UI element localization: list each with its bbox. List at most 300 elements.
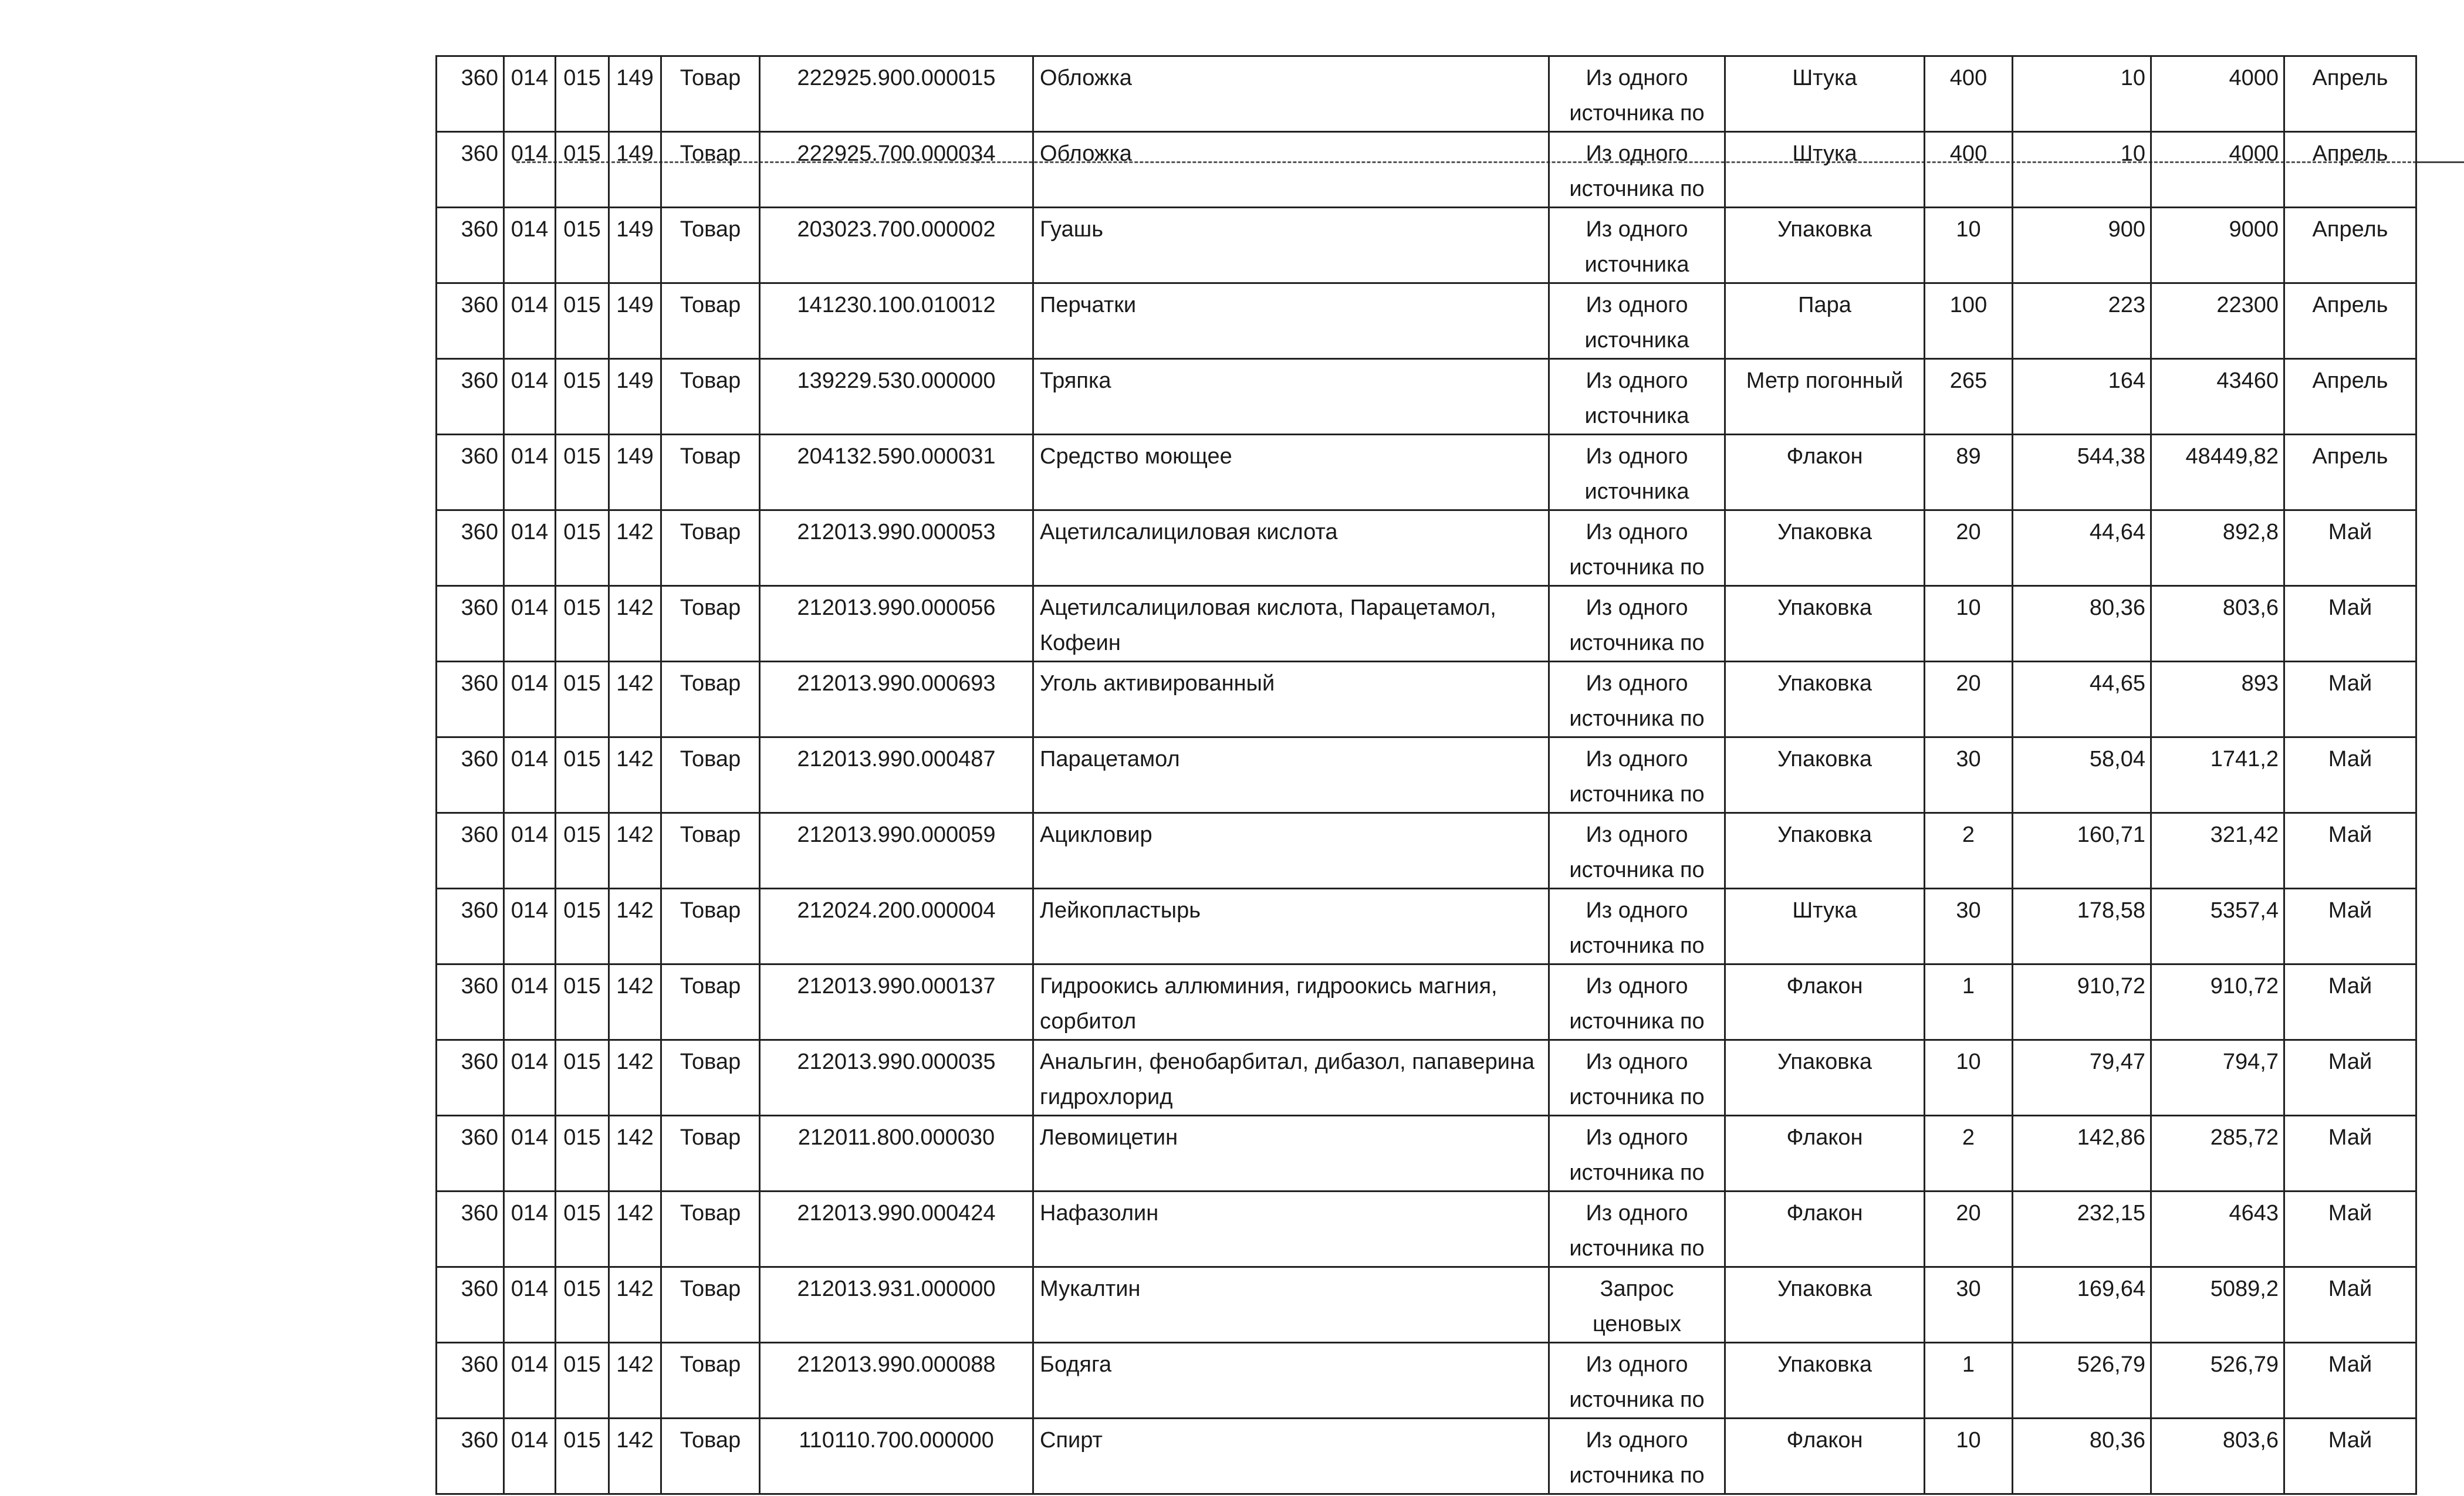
cell-text-unit: Упаковка bbox=[1777, 217, 1872, 242]
cell-text-sum: 803,6 bbox=[2222, 595, 2279, 620]
cell-item-type bbox=[661, 889, 760, 964]
cell-text-method: Из одного источника bbox=[1584, 368, 1689, 428]
cell-text-price: 169,64 bbox=[2077, 1277, 2145, 1301]
cell-program bbox=[437, 813, 504, 889]
cell-text-month: Май bbox=[2328, 520, 2372, 544]
table-row bbox=[437, 56, 2416, 132]
cell-item-name bbox=[1033, 510, 1549, 586]
cell-text-unit: Флакон bbox=[1786, 1125, 1863, 1150]
cell-text-qty: 2 bbox=[1962, 823, 1975, 847]
cell-month bbox=[2284, 283, 2416, 359]
cell-text-name: Ацетилсалициловая кислота, Парацетамол, Кофеин bbox=[1040, 595, 1496, 655]
cell-text-sum: 893 bbox=[2241, 671, 2279, 696]
cell-text-sum: 526,79 bbox=[2210, 1352, 2279, 1377]
cell-item-name bbox=[1033, 359, 1549, 435]
cell-text-price: 232,15 bbox=[2077, 1201, 2145, 1226]
cell-text-c2: 014 bbox=[511, 823, 549, 847]
cell-unit bbox=[1725, 662, 1925, 737]
table-row bbox=[437, 964, 2416, 1040]
cell-specifics-code bbox=[609, 889, 661, 964]
cell-text-c4: 142 bbox=[616, 1277, 654, 1301]
cell-text-price: 142,86 bbox=[2077, 1125, 2145, 1150]
cell-text-c3: 015 bbox=[563, 747, 601, 771]
cell-subprogram bbox=[504, 208, 556, 283]
cell-text-c1: 360 bbox=[461, 823, 498, 847]
cell-unit bbox=[1725, 813, 1925, 889]
cell-procurement-method bbox=[1549, 208, 1725, 283]
cell-subprogram bbox=[504, 1192, 556, 1267]
cell-month bbox=[2284, 208, 2416, 283]
cell-unit-price bbox=[2013, 1192, 2151, 1267]
cell-unit-price bbox=[2013, 737, 2151, 813]
cell-text-c4: 149 bbox=[616, 444, 654, 469]
cell-text-code: 110110.700.000000 bbox=[799, 1428, 994, 1453]
cell-text-sum: 285,72 bbox=[2210, 1125, 2279, 1150]
cell-unit-price bbox=[2013, 1343, 2151, 1419]
cell-item-code bbox=[760, 208, 1033, 283]
cell-text-sum: 794,7 bbox=[2222, 1050, 2279, 1074]
cell-text-c2: 014 bbox=[511, 974, 549, 999]
cell-procurement-method bbox=[1549, 132, 1725, 208]
cell-program bbox=[437, 1267, 504, 1343]
cell-specifics-code bbox=[609, 964, 661, 1040]
cell-text-unit: Упаковка bbox=[1777, 671, 1872, 696]
cell-month bbox=[2284, 889, 2416, 964]
cell-text-c4: 149 bbox=[616, 141, 654, 166]
cell-unit bbox=[1725, 586, 1925, 662]
cell-unit bbox=[1725, 510, 1925, 586]
cell-text-name: Ацикловир bbox=[1040, 823, 1152, 847]
cell-item-type bbox=[661, 56, 760, 132]
cell-total-sum bbox=[2151, 435, 2284, 510]
cell-text-c3: 015 bbox=[563, 1352, 601, 1377]
cell-program bbox=[437, 1419, 504, 1494]
cell-item-code bbox=[760, 283, 1033, 359]
cell-text-type: Товар bbox=[680, 293, 741, 317]
cell-text-c3: 015 bbox=[563, 1277, 601, 1301]
cell-text-c4: 142 bbox=[616, 671, 654, 696]
cell-text-c3: 015 bbox=[563, 368, 601, 393]
cell-specific bbox=[556, 510, 609, 586]
cell-item-code bbox=[760, 1343, 1033, 1419]
cell-text-month: Май bbox=[2328, 1050, 2372, 1074]
cell-text-method: Из одного источника по bbox=[1569, 595, 1705, 655]
cell-subprogram bbox=[504, 510, 556, 586]
cell-text-code: 141230.100.010012 bbox=[797, 293, 996, 317]
cell-text-c4: 142 bbox=[616, 823, 654, 847]
cell-subprogram bbox=[504, 1343, 556, 1419]
cell-item-code bbox=[760, 662, 1033, 737]
cell-text-method: Из одного источника bbox=[1584, 293, 1689, 353]
cell-text-c3: 015 bbox=[563, 293, 601, 317]
cell-text-code: 222925.700.000034 bbox=[797, 141, 996, 166]
cell-quantity bbox=[1925, 964, 2013, 1040]
cell-unit bbox=[1725, 1419, 1925, 1494]
cell-total-sum bbox=[2151, 208, 2284, 283]
cell-text-c1: 360 bbox=[461, 1125, 498, 1150]
cell-text-month: Май bbox=[2328, 747, 2372, 771]
table-row bbox=[437, 1419, 2416, 1494]
cell-item-name bbox=[1033, 586, 1549, 662]
cell-item-code bbox=[760, 737, 1033, 813]
cell-text-qty: 20 bbox=[1956, 520, 1981, 544]
cell-specific bbox=[556, 813, 609, 889]
cell-text-name: Ацетилсалициловая кислота bbox=[1040, 520, 1338, 544]
cell-unit bbox=[1725, 1040, 1925, 1116]
cell-text-month: Май bbox=[2328, 1125, 2372, 1150]
cell-text-c3: 015 bbox=[563, 823, 601, 847]
cell-text-qty: 1 bbox=[1962, 974, 1975, 999]
cell-text-month: Апрель bbox=[2312, 66, 2388, 90]
cell-unit-price bbox=[2013, 1267, 2151, 1343]
cell-text-qty: 10 bbox=[1956, 595, 1981, 620]
cell-subprogram bbox=[504, 813, 556, 889]
cell-subprogram bbox=[504, 662, 556, 737]
cell-text-unit: Флакон bbox=[1786, 1428, 1863, 1453]
cell-unit bbox=[1725, 1343, 1925, 1419]
cell-total-sum bbox=[2151, 283, 2284, 359]
cell-text-sum: 9000 bbox=[2229, 217, 2279, 242]
cell-month bbox=[2284, 1343, 2416, 1419]
cell-text-unit: Штука bbox=[1792, 898, 1857, 923]
cell-month bbox=[2284, 813, 2416, 889]
cell-procurement-method bbox=[1549, 889, 1725, 964]
cell-text-sum: 5089,2 bbox=[2210, 1277, 2279, 1301]
cell-total-sum bbox=[2151, 1343, 2284, 1419]
cell-specific bbox=[556, 737, 609, 813]
cell-text-method: Из одного источника bbox=[1584, 444, 1689, 504]
cell-text-name: Анальгин, фенобарбитал, дибазол, папаверина гидрохлорид bbox=[1040, 1050, 1535, 1109]
cell-specific bbox=[556, 56, 609, 132]
cell-unit bbox=[1725, 889, 1925, 964]
cell-text-month: Май bbox=[2328, 1428, 2372, 1453]
cell-text-code: 203023.700.000002 bbox=[797, 217, 996, 242]
cell-text-unit: Упаковка bbox=[1777, 595, 1872, 620]
cell-text-c4: 142 bbox=[616, 1125, 654, 1150]
cell-text-price: 58,04 bbox=[2089, 747, 2145, 771]
cell-text-c1: 360 bbox=[461, 293, 498, 317]
cell-text-price: 10 bbox=[2120, 66, 2145, 90]
cell-text-name: Гидроокись аллюминия, гидроокись магния, сорбитол bbox=[1040, 974, 1498, 1034]
cell-item-type bbox=[661, 1343, 760, 1419]
cell-total-sum bbox=[2151, 1267, 2284, 1343]
cell-program bbox=[437, 662, 504, 737]
cell-month bbox=[2284, 1192, 2416, 1267]
cell-unit bbox=[1725, 132, 1925, 208]
table-row bbox=[437, 1040, 2416, 1116]
cell-unit-price bbox=[2013, 510, 2151, 586]
cell-text-method: Из одного источника по bbox=[1569, 66, 1705, 126]
cell-month bbox=[2284, 662, 2416, 737]
cell-quantity bbox=[1925, 510, 2013, 586]
cell-text-qty: 100 bbox=[1949, 293, 1988, 317]
cell-unit bbox=[1725, 359, 1925, 435]
cell-specifics-code bbox=[609, 208, 661, 283]
cell-text-c4: 142 bbox=[616, 747, 654, 771]
cell-item-name bbox=[1033, 1343, 1549, 1419]
cell-text-c2: 014 bbox=[511, 747, 549, 771]
cell-text-method: Из одного источника по bbox=[1569, 1050, 1705, 1109]
cell-text-c1: 360 bbox=[461, 217, 498, 242]
cell-item-code bbox=[760, 1040, 1033, 1116]
cell-unit-price bbox=[2013, 662, 2151, 737]
cell-month bbox=[2284, 1419, 2416, 1494]
cell-text-type: Товар bbox=[680, 1428, 741, 1453]
cell-text-sum: 22300 bbox=[2216, 293, 2279, 317]
cell-total-sum bbox=[2151, 510, 2284, 586]
cell-text-c3: 015 bbox=[563, 444, 601, 469]
cell-specific bbox=[556, 1116, 609, 1192]
cell-specifics-code bbox=[609, 586, 661, 662]
table-row bbox=[437, 1116, 2416, 1192]
cell-text-c1: 360 bbox=[461, 974, 498, 999]
cell-specifics-code bbox=[609, 737, 661, 813]
cell-text-name: Бодяга bbox=[1040, 1352, 1112, 1377]
cell-total-sum bbox=[2151, 964, 2284, 1040]
cell-procurement-method bbox=[1549, 662, 1725, 737]
cell-text-method: Из одного источника по bbox=[1569, 141, 1705, 201]
cell-item-type bbox=[661, 813, 760, 889]
cell-month bbox=[2284, 435, 2416, 510]
cell-month bbox=[2284, 1116, 2416, 1192]
cell-text-method: Запрос ценовых bbox=[1592, 1277, 1682, 1336]
cell-unit-price bbox=[2013, 1419, 2151, 1494]
cell-text-c1: 360 bbox=[461, 66, 498, 90]
cell-quantity bbox=[1925, 283, 2013, 359]
cell-program bbox=[437, 208, 504, 283]
cell-text-c2: 014 bbox=[511, 444, 549, 469]
cell-month bbox=[2284, 586, 2416, 662]
cell-text-name: Средство моющее bbox=[1040, 444, 1232, 469]
cell-quantity bbox=[1925, 1343, 2013, 1419]
cell-unit-price bbox=[2013, 283, 2151, 359]
cell-text-month: Май bbox=[2328, 1201, 2372, 1226]
cell-program bbox=[437, 964, 504, 1040]
cell-item-name bbox=[1033, 56, 1549, 132]
procurement-table bbox=[435, 55, 2417, 1495]
cell-unit-price bbox=[2013, 964, 2151, 1040]
cell-text-method: Из одного источника по bbox=[1569, 1352, 1705, 1412]
cell-text-sum: 910,72 bbox=[2210, 974, 2279, 999]
cell-program bbox=[437, 1192, 504, 1267]
cell-text-code: 212013.931.000000 bbox=[797, 1277, 996, 1301]
cell-text-type: Товар bbox=[680, 141, 741, 166]
cell-text-c2: 014 bbox=[511, 217, 549, 242]
cell-subprogram bbox=[504, 1267, 556, 1343]
cell-text-code: 212013.990.000424 bbox=[797, 1201, 996, 1226]
cell-item-name bbox=[1033, 889, 1549, 964]
cell-text-name: Спирт bbox=[1040, 1428, 1103, 1453]
cell-text-code: 212011.800.000030 bbox=[797, 1125, 995, 1150]
cell-specifics-code bbox=[609, 813, 661, 889]
cell-program bbox=[437, 435, 504, 510]
cell-unit bbox=[1725, 56, 1925, 132]
cell-text-price: 910,72 bbox=[2077, 974, 2145, 999]
cell-text-method: Из одного источника по bbox=[1569, 671, 1705, 731]
cell-total-sum bbox=[2151, 132, 2284, 208]
cell-procurement-method bbox=[1549, 56, 1725, 132]
cell-total-sum bbox=[2151, 737, 2284, 813]
cell-text-c1: 360 bbox=[461, 1428, 498, 1453]
cell-item-name bbox=[1033, 1267, 1549, 1343]
cell-text-c4: 149 bbox=[616, 66, 654, 90]
cell-total-sum bbox=[2151, 813, 2284, 889]
cell-specific bbox=[556, 1343, 609, 1419]
cell-item-name bbox=[1033, 813, 1549, 889]
cell-unit-price bbox=[2013, 208, 2151, 283]
cell-procurement-method bbox=[1549, 359, 1725, 435]
cell-unit-price bbox=[2013, 586, 2151, 662]
cell-specific bbox=[556, 662, 609, 737]
cell-item-name bbox=[1033, 1419, 1549, 1494]
cell-text-type: Товар bbox=[680, 898, 741, 923]
cell-text-c1: 360 bbox=[461, 1201, 498, 1226]
cell-text-qty: 89 bbox=[1956, 444, 1981, 469]
cell-text-unit: Штука bbox=[1792, 66, 1857, 90]
cell-text-type: Товар bbox=[680, 520, 741, 544]
cell-text-method: Из одного источника по bbox=[1569, 1125, 1705, 1185]
cell-text-name: Уголь активированный bbox=[1040, 671, 1275, 696]
cell-specifics-code bbox=[609, 56, 661, 132]
cell-unit bbox=[1725, 283, 1925, 359]
cell-program bbox=[437, 510, 504, 586]
cell-text-qty: 10 bbox=[1956, 1428, 1981, 1453]
cell-text-code: 212013.990.000137 bbox=[797, 974, 996, 999]
cell-unit-price bbox=[2013, 132, 2151, 208]
cell-month bbox=[2284, 1040, 2416, 1116]
cell-procurement-method bbox=[1549, 586, 1725, 662]
cell-text-method: Из одного источника по bbox=[1569, 1201, 1705, 1261]
cell-specific bbox=[556, 1267, 609, 1343]
cell-item-code bbox=[760, 1267, 1033, 1343]
table-row bbox=[437, 813, 2416, 889]
cell-quantity bbox=[1925, 813, 2013, 889]
cell-total-sum bbox=[2151, 586, 2284, 662]
cell-text-c3: 015 bbox=[563, 141, 601, 166]
cell-specific bbox=[556, 1040, 609, 1116]
cell-text-unit: Флакон bbox=[1786, 444, 1863, 469]
table-row bbox=[437, 1267, 2416, 1343]
cell-subprogram bbox=[504, 1040, 556, 1116]
cell-item-name bbox=[1033, 283, 1549, 359]
cell-unit bbox=[1725, 964, 1925, 1040]
cell-text-type: Товар bbox=[680, 1050, 741, 1074]
cell-item-code bbox=[760, 510, 1033, 586]
cell-text-unit: Упаковка bbox=[1777, 1277, 1872, 1301]
cell-text-code: 139229.530.000000 bbox=[797, 368, 996, 393]
cell-subprogram bbox=[504, 737, 556, 813]
cell-quantity bbox=[1925, 889, 2013, 964]
cell-quantity bbox=[1925, 1116, 2013, 1192]
cell-text-c2: 014 bbox=[511, 1050, 549, 1074]
cell-text-type: Товар bbox=[680, 444, 741, 469]
cell-item-code bbox=[760, 586, 1033, 662]
cell-unit bbox=[1725, 737, 1925, 813]
cell-text-c1: 360 bbox=[461, 368, 498, 393]
cell-quantity bbox=[1925, 1267, 2013, 1343]
cell-text-qty: 10 bbox=[1956, 1050, 1981, 1074]
cell-program bbox=[437, 1040, 504, 1116]
cell-text-c4: 142 bbox=[616, 1201, 654, 1226]
cell-text-qty: 30 bbox=[1956, 1277, 1981, 1301]
cell-text-month: Май bbox=[2328, 898, 2372, 923]
cell-text-name: Обложка bbox=[1040, 141, 1132, 166]
cell-text-c2: 014 bbox=[511, 1428, 549, 1453]
cell-text-price: 544,38 bbox=[2077, 444, 2145, 469]
cell-text-c4: 142 bbox=[616, 520, 654, 544]
cell-item-code bbox=[760, 132, 1033, 208]
cell-text-sum: 48449,82 bbox=[2185, 444, 2279, 469]
cell-text-unit: Упаковка bbox=[1777, 747, 1872, 771]
cell-procurement-method bbox=[1549, 1343, 1725, 1419]
cell-text-c2: 014 bbox=[511, 1352, 549, 1377]
cell-specific bbox=[556, 586, 609, 662]
cell-specific bbox=[556, 889, 609, 964]
cell-item-type bbox=[661, 586, 760, 662]
cell-quantity bbox=[1925, 1192, 2013, 1267]
cell-item-type bbox=[661, 132, 760, 208]
cell-procurement-method bbox=[1549, 1267, 1725, 1343]
cell-quantity bbox=[1925, 208, 2013, 283]
cell-text-method: Из одного источника по bbox=[1569, 1428, 1705, 1488]
cell-text-c2: 014 bbox=[511, 898, 549, 923]
cell-total-sum bbox=[2151, 56, 2284, 132]
cell-text-month: Май bbox=[2328, 595, 2372, 620]
cell-quantity bbox=[1925, 737, 2013, 813]
cell-specifics-code bbox=[609, 662, 661, 737]
cell-text-c3: 015 bbox=[563, 217, 601, 242]
cell-subprogram bbox=[504, 359, 556, 435]
cell-text-sum: 4000 bbox=[2229, 66, 2279, 90]
cell-text-qty: 10 bbox=[1956, 217, 1981, 242]
cell-text-c2: 014 bbox=[511, 1125, 549, 1150]
cell-specifics-code bbox=[609, 359, 661, 435]
cell-text-c4: 142 bbox=[616, 595, 654, 620]
cell-procurement-method bbox=[1549, 737, 1725, 813]
cell-text-unit: Флакон bbox=[1786, 1201, 1863, 1226]
cell-text-sum: 803,6 bbox=[2222, 1428, 2279, 1453]
cell-specific bbox=[556, 283, 609, 359]
cell-text-price: 80,36 bbox=[2089, 1428, 2145, 1453]
cell-text-sum: 1741,2 bbox=[2210, 747, 2279, 771]
cell-text-sum: 4643 bbox=[2229, 1201, 2279, 1226]
cell-procurement-method bbox=[1549, 1116, 1725, 1192]
cell-text-method: Из одного источника по bbox=[1569, 974, 1705, 1034]
cell-text-qty: 20 bbox=[1956, 1201, 1981, 1226]
cell-text-c4: 142 bbox=[616, 1428, 654, 1453]
cell-quantity bbox=[1925, 435, 2013, 510]
cell-text-unit: Упаковка bbox=[1777, 1050, 1872, 1074]
cell-unit-price bbox=[2013, 56, 2151, 132]
cell-month bbox=[2284, 1267, 2416, 1343]
cell-month bbox=[2284, 510, 2416, 586]
cell-text-c2: 014 bbox=[511, 293, 549, 317]
cell-text-month: Апрель bbox=[2312, 368, 2388, 393]
cell-program bbox=[437, 586, 504, 662]
cell-text-month: Май bbox=[2328, 1277, 2372, 1301]
cell-specifics-code bbox=[609, 1116, 661, 1192]
cell-text-c4: 149 bbox=[616, 293, 654, 317]
cell-text-code: 212013.990.000035 bbox=[797, 1050, 996, 1074]
cell-unit bbox=[1725, 208, 1925, 283]
cell-text-name: Тряпка bbox=[1040, 368, 1111, 393]
cell-text-type: Товар bbox=[680, 1277, 741, 1301]
cell-item-code bbox=[760, 813, 1033, 889]
table-row bbox=[437, 435, 2416, 510]
cell-text-c2: 014 bbox=[511, 595, 549, 620]
cell-text-price: 160,71 bbox=[2077, 823, 2145, 847]
page-fold-line-edge bbox=[2415, 161, 2464, 163]
